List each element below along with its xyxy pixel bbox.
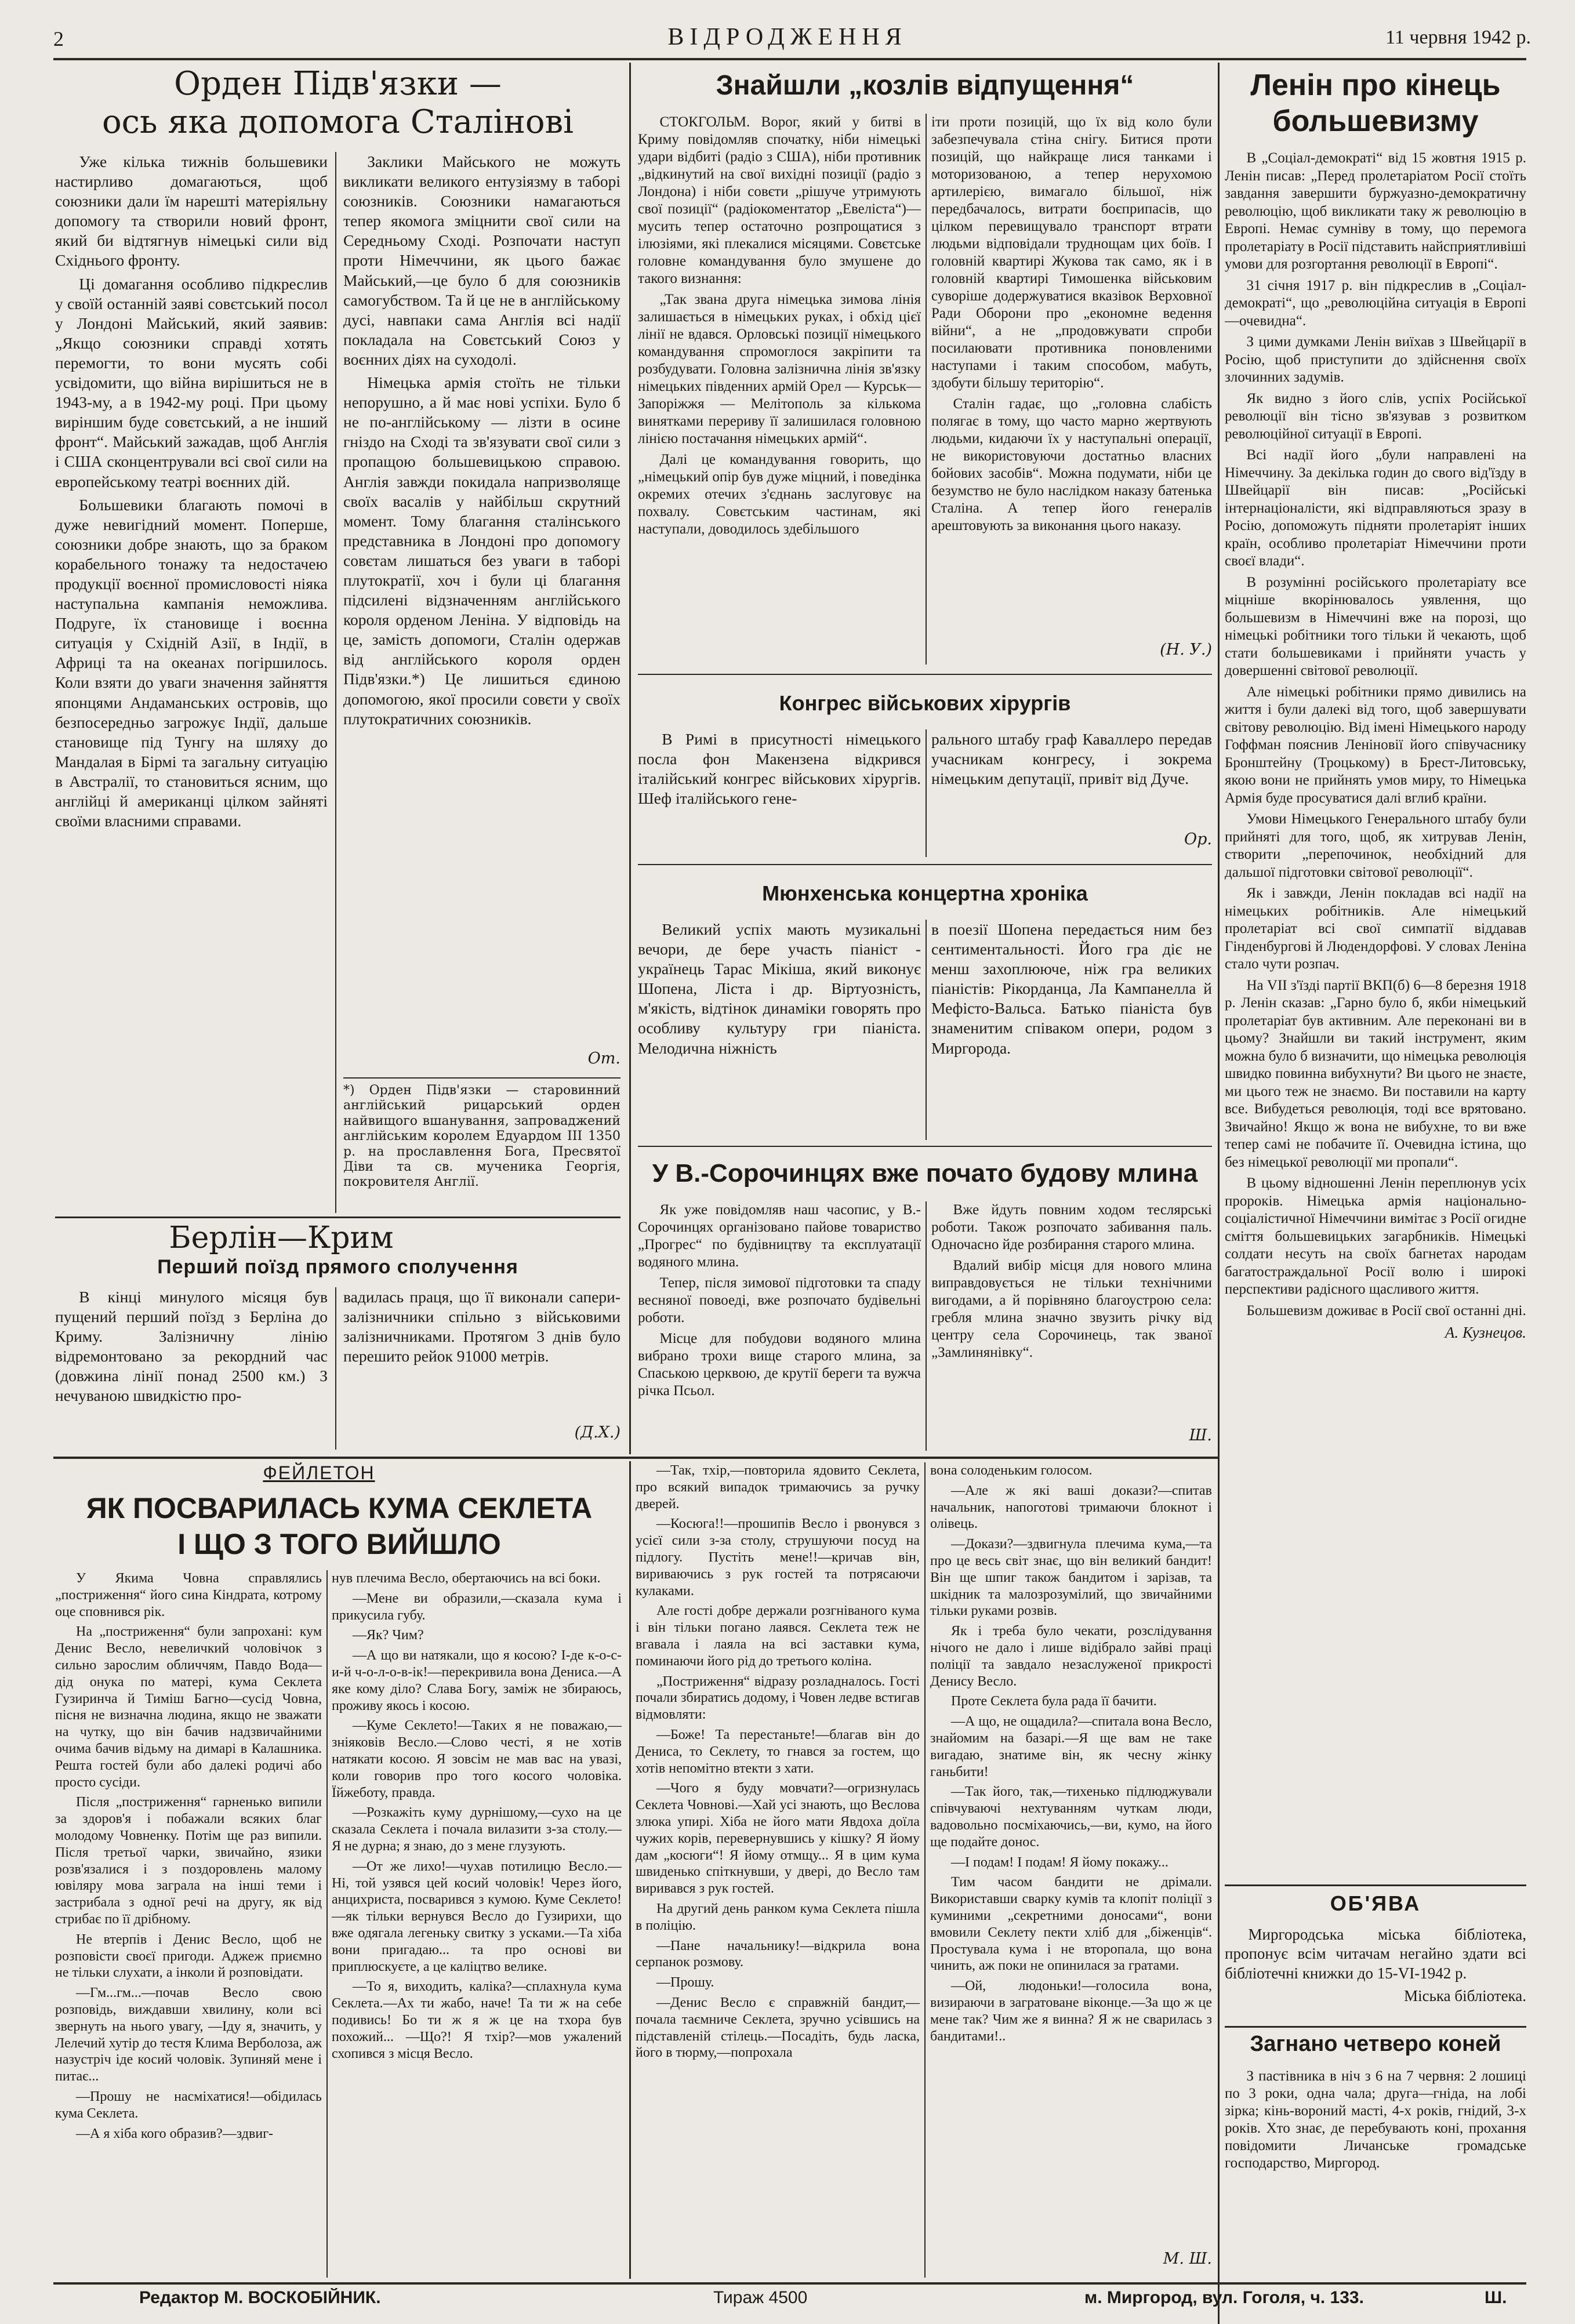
surgeons-title: Конгрес військових хірургів [779, 691, 1071, 715]
paragraph: іти проти позицій, що їх від коло були забезпечувала стіна снігу. Битися проти позицій, що найкраще лися танками і моторизованою, а тепер нерухомою артилерією, вимагало більшої, ніж передбачалось, витрати боєприпасів, що цілком перевищувало транспорт втрати людьми відповідали труднощам цих боїв. І головній квартирі Жукова так само, як і в головній квартирі Тимошенка військовим суворіше додержуватися вказівок Верховної Ради Оборони про „економне ведення війни“, а не „продовжувати спроби посилаювати противника поновленими наступами і таким способом, мабуть, здобути більшу територію“. [931, 114, 1212, 391]
order-article-title [55, 65, 620, 146]
paragraph: 31 січня 1917 р. він підкреслив в „Соціал-демократі“, що „революційна ситуація в Европі—очевидна“. [1225, 277, 1526, 329]
paragraph: Уже кілька тижнів большевики настирливо домагаються, щоб союзники дали їм нарешті матеріяльну допомогу та створили новий фронт, який би відтягнув німецькі сили від Східнього фронту. [55, 152, 328, 270]
announcement-title: ОБ'ЯВА [1330, 1891, 1421, 1915]
paragraph: У Якима Човна справлялись „постриження“ його сина Кіндрата, котрому оце сповнився рік. [55, 1571, 322, 1619]
masthead-rule [53, 58, 1526, 60]
paragraph: В кінці минулого місяця був пущений перший поїзд з Берліна до Криму. Залізничну лінію відремонтовано за рекордний час (довжина лінії понад 2500 км.) З нечуваною швидкістю про- [55, 1288, 328, 1405]
scapegoats-col1 [638, 114, 921, 664]
feuilleton-col1 [55, 1570, 322, 2278]
paragraph: —А що ви натякали, що я косою? І-де к-о-с-и-й ч-о-л-о-в-ік!—перекривила вона Дениса.—А яке кому діло? Слава Богу, заміж не збираюсь, проживу якось і косою. [332, 1648, 622, 1713]
order-title-line2: ось яка допомога Сталінові [101, 103, 574, 141]
paragraph: В розумінні російського пролетаріату все міцніше вкорінювалось уявлення, що большевизм в Німеччині вже на порозі, що німецькі робітники того тільки й чекають, щоб стати большевиками і прийняти участь у довершенні світової революції. [1225, 574, 1526, 678]
order-title-line1: Орден Підв'язки — [174, 65, 502, 103]
footer-editor: Редактор М. ВОСКОБІЙНИК. [139, 2288, 381, 2307]
paragraph: Але гості добре держали розгніваного кума і він тільки погано лаявся. Секлета теж не вгавала і лаяла на всі заставки кума, поминаючи його рід до третього коліна. [636, 1603, 920, 1669]
munich-col2 [931, 920, 1212, 1140]
paragraph: —Косюга!!—прошипів Весло і рвонувся з усієї сили з-за столу, струшуючи посуд на підлогу. Пустіть мене!!—кричав він, вириваючись з рук гостей та потрясаючи кулаками. [636, 1516, 920, 1599]
paragraph: —Так його, так,—тихенько підлюджували співчуваючі нехтуванням чуткам люди, вадовольно посміхаючись,—ви, кумо, на його ще подайте донос. [930, 1784, 1212, 1850]
feuilleton-col4 [930, 1462, 1212, 2251]
page-number: 2 [53, 27, 64, 50]
order-signature: От. [587, 1050, 620, 1067]
paragraph: —Пане начальнику!—відкрила вона серпанок розмову. [636, 1938, 920, 1970]
scapegoats-title: Знайшли „козлів відпущення“ [716, 70, 1134, 101]
surgeons-signature: Ор. [1184, 830, 1212, 848]
berlin-col2 [343, 1287, 620, 1415]
feuilleton-title-line2: І ЩО З ТОГО ВИЙШЛО [177, 1528, 501, 1560]
mill-top-rule [638, 1146, 1212, 1147]
order-article-col2 [343, 152, 620, 1033]
order-inner-divider [335, 152, 336, 1213]
munich-inner-divider [926, 920, 927, 1140]
munich-col1 [638, 920, 921, 1140]
paragraph: Сталін гадає, що „головна слабість полягає в тому, що часто марно жертвують людьми, кидаючи їх у наступальні операції, не використовуючи достатньо власних бойових засобів“. Можна подумати, ніби це безумство не було наслідком наказу батенька Сталіна. А тепер його генералів арештовують за виконання цього наказу. [931, 396, 1212, 533]
paragraph: На VII з'їзді партії ВКП(б) 6—8 березня 1918 р. Ленін сказав: „Гарно було б, якби німецький пролетаріат був активним. Але переконані ви в цьому? Знайшли ви такий інструмент, яким можна було б визначити, що німецька революція швидко повинна вибухнути? Ви цього не знаєте, ми цього теж не знаємо. Ви поставили на карту все. Вибудеться революція, тоді все врятовано. Звичайно! Якщо ж вона не вибухне, то ви вже тепер самі не побачите її. Очевидна істина, що без німецької революції ми пропали“. [1225, 977, 1526, 1170]
surgeons-top-rule [638, 674, 1212, 675]
surgeons-col2 [931, 729, 1212, 834]
feuilleton-title [55, 1490, 623, 1566]
paragraph: Большевизм доживає в Росії свої останні дні. [1246, 1302, 1526, 1319]
scapegoats-signature: (Н. У.) [1160, 641, 1212, 659]
paragraph: вадилась праця, що її виконали сапери-залізничники спільно з військовими залізничниками. Протягом 3 днів було перешито рейок 91000 метрів. [343, 1288, 620, 1366]
paragraph: В „Соціал-демократі“ від 15 жовтня 1915 р. Ленін писав: „Перед пролетаріатом Росії стоїть завдання завершити буржуазно-демократичну революцію, щоб викликати таку ж революцію в Европі. Немає сумніву в тому, що перемога пролетаріату в Росії підставить найсприятливіші умови для розгортання революції в Европі“. [1225, 150, 1526, 272]
horses-top-rule [1225, 2026, 1526, 2028]
feuilleton-col3 [636, 1462, 920, 2278]
paragraph: —Денис Весло є справжній бандит,—почала таємниче Секлета, зручно усівшись на підставленій стілець.—Посадіть, будь ласка, його в тюрму,—попрохала [636, 1995, 920, 2061]
paragraph: вона солоденьким голосом. [930, 1463, 1093, 1478]
berlin-inner-divider [335, 1287, 336, 1450]
paragraph: Не втерпів і Денис Весло, щоб не розповісти своєї пригоди. Аджеж приємно не тільки слухати, а інколи й розповідати. [55, 1931, 322, 1981]
paragraph: Проте Секлета була рада її бачити. [951, 1694, 1157, 1709]
paragraph: в поезії Шопена передається ним без сентиментальності. Його гра діє не менш захоплююче, ніж гра великих піаністів: Рікорданца, Ла Кампанелла й Мефісто-Вальса. Батько піаніста був знаменитим співаком опери, родом з Миргорода. [931, 920, 1212, 1057]
mill-col2 [931, 1201, 1212, 1422]
footer-printer-mark: Ш. [1485, 2288, 1507, 2307]
column-divider-right [1218, 63, 1220, 2324]
mill-title: У В.-Сорочинцях вже почато будову млина [652, 1159, 1198, 1188]
paragraph: —Прошу не насміхатися!—обідилась кума Секлета. [55, 2089, 322, 2121]
paragraph: Вдалий вибір місця для нового млина виправдовується не тільки технічними вигодами, а й порівняно благоустрою села: гребля млина значно звузить річку від центру села Сорочинець, так званої „Замлинянівку“. [931, 1258, 1212, 1360]
paragraph: рального штабу граф Каваллеро передав учасникам конгресу, і зокрема німецьким депутації, привіт від Дуче. [931, 730, 1212, 788]
berlin-title: Берлін—Крим [169, 1221, 394, 1255]
paragraph: —Чого я буду мовчати?—огризнулась Секлета Човнові.—Хай усі знають, що Веслова злюка упирі. Хіба не його мати Явдоха доїла чужих корів, перевернувшись у кішку? Я йому дам „косюги“! Я йому отмщу... Я в цим кума швиденько спіткнувши, у двері, до Весло там виривався з рук гостей. [636, 1781, 920, 1897]
paragraph: нув плечима Весло, обертаючись на всі боки. [332, 1571, 601, 1586]
paragraph: —Розкажіть куму дурнішому,—сухо на це сказала Секлета і почала вилазити з-за столу.—Я не дурна; я знаю, до з мене глузують. [332, 1805, 622, 1854]
feuilleton-col2 [332, 1570, 622, 2278]
issue-date: 11 червня 1942 р. [1385, 27, 1531, 48]
mill-signature: Ш. [1189, 1426, 1212, 1444]
announcement-body [1225, 1925, 1526, 2024]
paragraph: —Гм...гм...—почав Весло свою розповідь, виждавши хвилину, коли всі звернуть на нього увагу, —Іду я, значить, у Лелечий хутір до тестя Клима Верболоза, аж назустріч іде косий чоловік. Зупиняй мене і питає... [55, 1985, 322, 2085]
feuilleton-divider-2 [629, 1461, 631, 2279]
paragraph: —Як? Чим? [353, 1628, 424, 1643]
lenin-body [1225, 150, 1526, 1808]
munich-title: Мюнхенська концертна хроніка [762, 881, 1088, 905]
paragraph: Далі це командування говорить, що „німецький опір був дуже міцний, і поведінка окремих отечих з'єднань заслуговує на похвалу. Совєтським частинам, які наступали, доводилось здебільшого [638, 452, 921, 537]
berlin-col1 [55, 1287, 328, 1450]
paragraph: Великий успіх мають музикальні вечори, де бере участь піаніст - українець Тарас Мікіша, який виконує Шопена, Ліста і др. Віртуозність, м'якість, відтінок динаміки говорять про особливу культуру гри піаніста. Мелодична ніжність [638, 920, 921, 1057]
newspaper-title: ВІДРОДЖЕННЯ [667, 24, 908, 50]
paragraph: З цими думками Ленін виїхав з Швейцарії в Росію, щоб приступити до здійснення своїх злочинних задумів. [1225, 334, 1526, 385]
paragraph: —А що, не ощадила?—спитала вона Весло, знайомим на базарі.—Я ще вам не таке вигадаю, знатиме він, як чесну жінку ганьбити! [930, 1714, 1212, 1780]
mill-col1 [638, 1201, 921, 1451]
lenin-title-line2: большевизму [1272, 104, 1479, 138]
footnote-rule [343, 1077, 620, 1079]
munich-top-rule [638, 864, 1212, 865]
paragraph: —Боже! Та перестаньте!—благав він до Дениса, то Секлету, то гнався за гостем, що хотів непомітно втекти з хати. [636, 1727, 920, 1776]
paragraph: Після „постриження“ гарненько випили за здоров'я і побажали всяких благ молодому Човненку. Потім ще раз випили. Після третьої чарки, звичайно, язики розв'язалися і з поздоровлень малому ювіляру мова заграла на інші теми і застрибала з одної речі на другу, як від стрибає по її дрібному. [55, 1795, 322, 1927]
order-article-col1 [55, 152, 328, 1207]
paragraph: —Але ж які ваші докази?—спитав начальник, напоготові тримаючи блокнот і олівець. [930, 1483, 1212, 1532]
feuilleton-top-rule [53, 1457, 1218, 1459]
paragraph: Всі надії його „були направлені на Німеччину. За декілька годин до свого від'їзду в Швейцарії він писав: „Російські інтернаціоналісти, які відправляються зразу в Росію, допоможуть підняти пролетаріят інших країн, особливо пролетаріат Німеччини проти своєї влади“. [1225, 447, 1526, 569]
feuilleton-title-line1: ЯК ПОСВАРИЛАСЬ КУМА СЕКЛЕТА [86, 1492, 593, 1524]
berlin-top-rule [55, 1217, 620, 1218]
paragraph: —Докази?—здвигнула плечима кума,—та про це весь світ знає, що він великий бандит! Він ще шпиг також бандитом і зарізав, та шкідник та малозрозумілий, що звичайними тільки руками розвів. [930, 1537, 1212, 1619]
footer-rule [53, 2282, 1526, 2285]
paragraph: —І подам! І подам! Я йому покажу... [951, 1854, 1168, 1870]
announcement-text: Миргородська міська бібліотека, пропонує всім читачам негайно здати всі бібліотечні книжки до 15-VI-1942 р. [1225, 1926, 1526, 1982]
paragraph: —Мене ви образили,—сказала кума і прикусила губу. [332, 1591, 622, 1623]
paragraph: Як і треба було чекати, розслідування нічого не дало і лише відібрало зайві праці поліції та завдало незаслуженої прикрості Денису Весло. [930, 1624, 1212, 1689]
paragraph: Але німецькі робітники прямо дивились на життя і були далекі від того, щоб завершувати світову революцію. Від імені Німецького народу Гоффман пояснив Леніновії його співучаснику Бронштейну (Троцькому) в Брест-Литовську, якою вони не прийнять умов миру, то Німецька Армія буде просуватися далі вглиб країни. [1225, 684, 1526, 806]
mill-inner-divider [926, 1201, 927, 1451]
paragraph: „Постриження“ відразу розладналось. Гості почали збиратись додому, і Човен ледве встигав відмовляти: [636, 1673, 920, 1723]
paragraph: Німецька армія стоїть не тільки непорушно, а й має нові успіхи. Було б не по-англійському — лізти в осине гніздо на Сході та зв'язувати свої сили з пропащою большевицькою справою. Англія завжди покидала напризволяще своїх васалів у найбільш скрутний момент. Тому благання сталінського представника в Лондоні про допомогу совєтам лишаться без уваги в таборі плутократії, хоч і були ці благання підсилені відзначенням англійського короля орденом Леніна. У відповідь на це, замість допомоги, Сталін одержав від англійського короля орден Підв'язки.*) Це лишиться єдиною допомогою, якої просили совєти у своїх плутократичних союзників. [343, 373, 620, 728]
paragraph: В Римі в присутності німецького посла фон Макензена відкрився італійський конгрес військових хірургів. Шеф італійського гене- [638, 730, 921, 808]
paragraph: Вже йдуть повним ходом теслярські роботи. Також розпочато забивання паль. Одночасно йде розбирання старого млина. [931, 1202, 1212, 1252]
horses-body [1225, 2068, 1526, 2282]
paragraph: Большевики благають помочі в дуже невигідний момент. Поперше, союзники добре знають, що за браком корабельного тонажу та недостачею продукції воєнної промисловості ніяка наступальна кампанія неможлива. Подруге, їх становище і воєнна ситуація у Східній Азії, в Індії, в Африці та на океанах погіршилось. Коли взяти до уваги значення зайняття японцями Андаманських островів, що безпосередньо загрожує Індії, дальше становище під Тунгу на шляху до Мандалая в Бірмі та загальну ситуацію в Австралії, то становиться ясним, що англійці й американці цілком зайняті своїми власними справами. [55, 495, 328, 830]
announcement-top-rule [1225, 1884, 1526, 1886]
paragraph: —Так, тхір,—повторила ядовито Секлета, про всякий випадок тримаючись за ручку дверей. [636, 1463, 920, 1512]
feuilleton-rubric: ФЕЙЛЕТОН [263, 1462, 375, 1483]
order-footnote: *) Орден Підв'язки — старовинний англійський рицарський орден найвищого вшанування, запроваджений англійським королем Едуардом III 1350 р. на прославлення Бога, Пресвятої Діви та св. мученика Георгія, покровителя Англії. [343, 1083, 620, 1190]
paragraph: Тим часом бандити не дрімали. Використавши сварку кумів та клопіт поліції з куминими „секретними доносами“, вони вмовили Секлету пекти хліб для „біженців“. Простувала кума і не второпала, що вона чинить, аж поки не опинилася за гратами. [930, 1875, 1212, 1974]
paragraph: СТОКГОЛЬМ. Ворог, який у битві в Криму повідомляв спочатку, ніби німецькі удари відбиті (радіо з США), ніби противник „відкинутий на свої вихідні позиції (радіо з Лондона) і ніби совєти „рішуче утримують свої позиції“ (радіокоментатор „Евеліста“)—мусить тепер остаточно розпрощатися з ілюзіями, які плекалися місяцями. Совєтське головне командування було змушене до такого визнання: [638, 114, 921, 286]
lenin-title [1225, 67, 1526, 143]
feuilleton-divider-3 [924, 1462, 926, 2278]
paragraph: —Куме Секлето!—Таких я не поважаю,—зніяковів Весло.—Слово честі, я не хотів натякати косою. Я зовсім не мав вас на увазі, коли говорив про того косого чоловіка. Їйжеботу, правда. [332, 1718, 622, 1800]
paragraph: Як видно з його слів, успіх Російської революції він тісно зв'язував з розвитком революційної ситуації в Европі. [1225, 390, 1526, 442]
lenin-signature: А. Кузнецов. [1445, 1324, 1526, 1341]
paragraph: —Ой, людоньки!—голосила вона, визираючи в загратоване віконце.—За що ж це мене так? Чим же я винна? Я ж не сварилась з бандитами!.. [930, 1978, 1212, 2044]
paragraph: Тепер, після зимової підготовки та спаду весняної повоеді, вже розпочато будівельні роботи. [638, 1275, 921, 1326]
feuilleton-divider-1 [326, 1570, 328, 2278]
paragraph: —То я, виходить, каліка?—сплахнула кума Секлета.—Ах ти жабо, наче! Та ти ж на себе подивись! Бо ти ж я ж це на тхора був похожий... —Що?! Я тхір?—мов ужалений схопився з місця Весло. [332, 1979, 622, 2061]
paragraph: —Прошу. [656, 1975, 714, 1991]
announcement-signature: Міська бібліотека. [1404, 1987, 1526, 2005]
berlin-signature: (Д.Х.) [574, 1424, 620, 1441]
horses-text: З пастівника в ніч з 6 на 7 червня: 2 лошиці по 3 роки, одна чала; друга—гніда, на лобі зірка; кінь-вороний масті, 4-х років, гнідий, 3-х років. Хто знає, де перебувають коні, прохання повідомити Личанське громадське господарство, Миргород. [1225, 2068, 1526, 2171]
paragraph: Як і завжди, Ленін покладав всі надії на німецьких робітників. Але німецький пролетаріат всі свої симпатії віддавав Гінденбургові й Людендорфові. У словах Леніна стало чути розпач. [1225, 885, 1526, 972]
paragraph: Як уже повідомляв наш часопис, у В.-Сорочинцях організовано пайове товариство „Прогрес“ по будівництву та експлуатації водяного млина. [638, 1202, 921, 1270]
surgeons-col1 [638, 729, 921, 857]
lenin-title-line1: Ленін про кінець [1250, 68, 1501, 102]
feuilleton-signature: М. Ш. [1163, 2250, 1212, 2268]
footer-circulation: Тираж 4500 [713, 2288, 808, 2307]
paragraph: Умови Німецького Генерального штабу були прийняті для того, щоб, як хитрував Ленін, створити „перепочинок, необхідний для дальшої підготовки світової революції“. [1225, 811, 1526, 880]
horses-title: Загнано четверо коней [1250, 2032, 1501, 2056]
paragraph: На другий день ранком кума Секлета пішла в поліцію. [636, 1901, 920, 1933]
column-divider-left [629, 63, 631, 1454]
paragraph: Заклики Майського не можуть викликати великого ентузіязму в таборі союзників. Союзники намагаються тепер якомога зміцнити свої сили на Середньому Сході. Розпочати наступ проти Німеччини, як цього бажає Майський,—це було б для союзників самогубством. Та й це не в англійському дусі, навпаки сама Англія всі надії покладала на Совєтський Союз у воєнних діях на суходолі. [343, 152, 620, 368]
paragraph: Місце для побудови водяного млина вибрано трохи вище старого млина, за Спаською церквою, де крутії береги та вужча річка Псьол. [638, 1331, 921, 1399]
surgeons-inner-divider [926, 729, 927, 857]
footer-address: м. Миргород, вул. Гоголя, ч. 133. [1084, 2288, 1364, 2307]
paragraph: —А я хіба кого образив?—здвиг- [76, 2126, 274, 2141]
scapegoats-inner-divider [926, 114, 927, 664]
paragraph: —От же лихо!—чухав потилицю Весло.—Ні, той узявся цей косий чоловік! Через його, анцихриста, посварився з кумою. Куме Секлето!—як тільки вернувся Весло до Гузирихи, що вже одягала легеньку свитку з усками.—Та хіба вони пригадаю... та про основі ви приплюскуєте, а це каліцтво велике. [332, 1858, 622, 1974]
scapegoats-col2 [931, 114, 1212, 636]
paragraph: В цьому відношенні Ленін переплюнув усіх пророків. Німецька армія національно-соціалістичної Німеччини вимітає з Росії огидне сміття большевицьких загарбників. Німецькі солдати несуть на своїх багнетах народам багатостраждальної Росії волю і широкі перспективи радісного щасливого життя. [1225, 1175, 1526, 1297]
paragraph: На „постриження“ були запрохані: кум Денис Весло, невеличкий чоловічок з сильно зарослим обличчям, Павдо Вода—дід онука по матері, кума Секлета Гузиринча й Тиміш Багно—сусід Човна, пісня не визначна людина, якщо не зважати на чутку, що він бачив надзвичайними очима бачив відьму на димарі в Калашника. Решта гостей були або далекі родичі або просто сусіди. [55, 1624, 322, 1790]
paragraph: Ці домагання особливо підкреслив у своїй останній заяві совєтський посол у Лондоні Майський, який заявив: „Якщо союзники справді хотять перемогти, то вони мусять собі усвідомити, що війна вирішиться не в 1943-му, а в 1942-му році. При цьому виріншим буде совєтський, а не інший фронт“. Майський зажадав, щоб Англія і США сконцентрували всі свої сили на европейському театрі воєнних дій. [55, 274, 328, 491]
paragraph: „Так звана друга німецька зимова лінія залишається в німецьких руках, і обхід цієї лінії не вдався. Орловські позиції німецького командування спромоглося закріпити та розбудувати. Головна залізнична лінія зв'язку німецьких південних армій Орел — Курськ—Запоріжжя — Мелітополь за кількома винятками перериву її залишилася головною лінією постачання німецьких армій“. [638, 292, 921, 446]
berlin-subtitle: Перший поїзд прямого сполучення [157, 1256, 518, 1278]
